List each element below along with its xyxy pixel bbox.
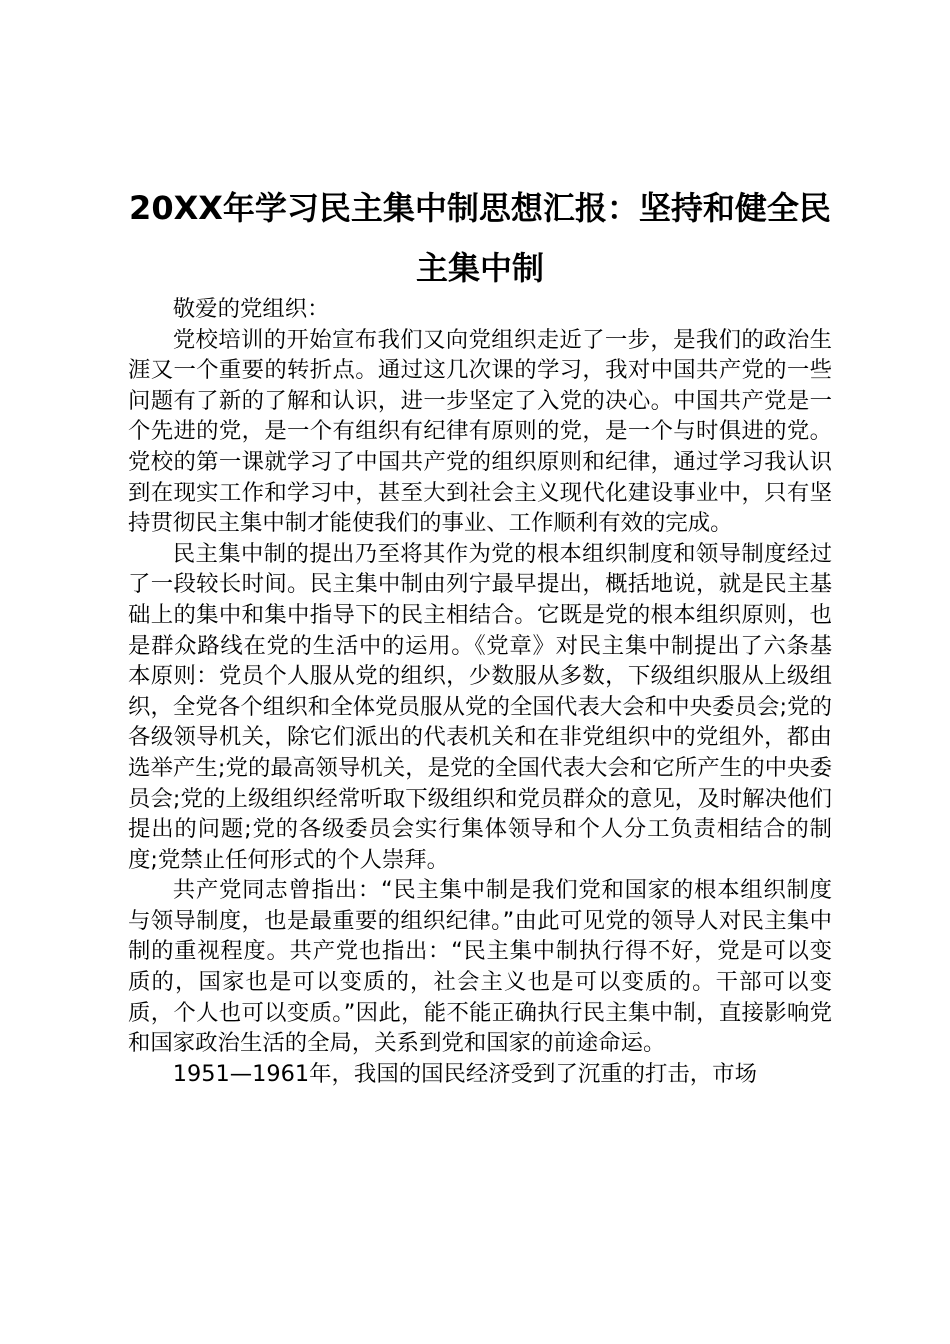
document-title: 20XX年学习民主集中制思想汇报：坚持和健全民主集中制 bbox=[129, 189, 831, 287]
document-body bbox=[128, 294, 832, 1089]
salutation: 敬爱的党组织： bbox=[172, 296, 330, 322]
paragraph-1: 党校培训的开始宣布我们又向党组织走近了一步，是我们的政治生涯又一个重要的转折点。通过这几次课的学习，我对中国共产党的一些问题有了新的了解和认识，进一步坚定了入党的决心。中国共产党是一个先进的党，是一个有组织有纪律有原则的党，是一个与时俱进的党。党校的第一课就学习了中国共产党的组织原则和纪律，通过学习我认识到在现实工作和学习中，甚至大到社会主义现代化建设事业中，只有坚持贯彻民主集中制才能使我们的事业、工作顺利有效的完成。 bbox=[128, 326, 832, 537]
paragraph-4: 1951—1961年，我国的国民经济受到了沉重的打击，市场 bbox=[172, 1060, 757, 1087]
paragraph-3: 共产党同志曾指出：“民主集中制是我们党和国家的根本组织制度与领导制度，也是最重要的组织纪律。”由此可见党的领导人对民主集中制的重视程度。共产党也指出：“民主集中制执行得不好，党是可以变质的，国家也是可以变质的，社会主义也是可以变质的。干部可以变质，个人也可以变质。”因此，能不能正确执行民主集中制，直接影响党和国家政治生活的全局，关系到党和国家的前途命运。 bbox=[128, 877, 832, 1057]
paragraph-2: 民主集中制的提出乃至将其作为党的根本组织制度和领导制度经过了一段较长时间。民主集中制由列宁最早提出，概括地说，就是民主基础上的集中和集中指导下的民主相结合。它既是党的根本组织原则，也是群众路线在党的生活中的运用。《党章》对民主集中制提出了六条基本原则：党员个人服从党的组织，少数服从多数，下级组织服从上级组织，全党各个组织和全体党员服从党的全国代表大会和中央委员会;党的各级领导机关，除它们派出的代表机关和在非党组织中的党组外，都由选举产生;党的最高领导机关，是党的全国代表大会和它所产生的中央委员会;党的上级组织经常听取下级组织和党员群众的意见，及时解决他们提出的问题;党的各级委员会实行集体领导和个人分工负责相结合的制度;党禁止任何形式的个人崇拜。 bbox=[128, 540, 832, 873]
